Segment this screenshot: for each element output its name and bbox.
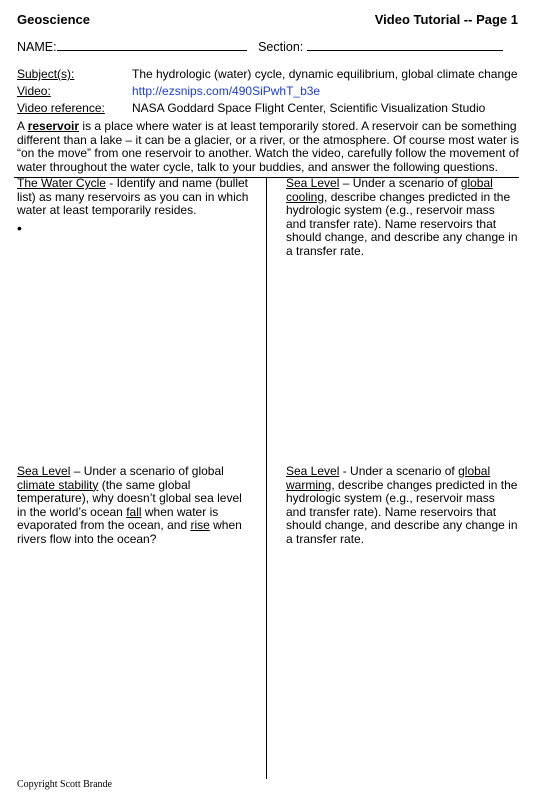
name-section-row: [17, 40, 503, 54]
q2-pre: – Under a scenario of: [339, 176, 461, 190]
q2-key: global cooling: [286, 176, 493, 204]
bullet-point: •: [17, 220, 22, 236]
q4-post: , describe changes predicted in the hydrologic system (e.g., reservoir mass and transfer rate). Name reservoirs that should change, and describe any change in a transfer rate.: [286, 477, 518, 546]
q3-mid2: when water is evaporated from the ocean, and: [17, 504, 219, 533]
q3-fall: fall: [126, 504, 142, 519]
reference-value: NASA Goddard Space Flight Center, Scientific Visualization Studio: [132, 101, 486, 115]
course-title: Geoscience: [17, 12, 90, 27]
q3-post: when rivers flow into the ocean?: [17, 518, 242, 546]
table-center-rule: [266, 177, 267, 779]
question-climate-stability: [17, 465, 251, 547]
section-field[interactable]: [307, 40, 503, 51]
reservoir-term: reservoir: [27, 119, 80, 133]
q3-title: Sea Level: [17, 464, 71, 478]
reference-label: Video reference:: [17, 101, 105, 115]
question-global-warming: [286, 465, 518, 547]
question-water-cycle: [17, 177, 257, 218]
name-field[interactable]: [57, 40, 247, 51]
intro-lead: A: [17, 119, 28, 133]
copyright: Copyright Scott Brande: [17, 779, 112, 790]
q2-title: Sea Level: [286, 176, 340, 190]
q3-pre: – Under a scenario of global: [70, 464, 224, 478]
q1-title: The Water Cycle: [17, 176, 106, 190]
q4-key: global warming: [286, 464, 491, 492]
q3-rise: rise: [190, 518, 210, 533]
subject-value: The hydrologic (water) cycle, dynamic equilibrium, global climate change: [132, 67, 518, 81]
q4-pre: - Under a scenario of: [339, 464, 459, 478]
intro-paragraph: [17, 120, 523, 174]
q3-key: climate stability: [17, 477, 99, 492]
video-link[interactable]: http://ezsnips.com/490SiPwhT_b3e: [132, 84, 321, 98]
intro-body: is a place where water is at least temporarily stored. A reservoir can be something different than a lake – it can be a glacier, or a river, or the atmosphere. Of course most water is “on the move” from one reservoir to another. Watch the video, carefully follow the movement of water throughout the water cycle, talk to your buddies, and answer the following questions.: [17, 119, 520, 174]
name-label: NAME:: [17, 40, 57, 54]
q1-text: - Identify and name (bullet list) as many reservoirs as you can in which water at least temporarily resides.: [17, 176, 249, 218]
q3-mid1: (the same global temperature), why doesn’t global sea level in the world’s ocean: [17, 477, 242, 519]
page-label: Video Tutorial -- Page 1: [374, 12, 518, 27]
question-global-cooling: [286, 177, 518, 259]
section-label: Section:: [258, 40, 304, 54]
q4-title: Sea Level: [286, 464, 340, 478]
q2-post: , describe changes predicted in the hydrologic system (e.g., reservoir mass and transfer rate). Name reservoirs that should change, and describe any change in a transfer rate.: [286, 189, 518, 258]
subject-label: Subject(s):: [17, 67, 75, 81]
video-label: Video:: [17, 84, 51, 98]
